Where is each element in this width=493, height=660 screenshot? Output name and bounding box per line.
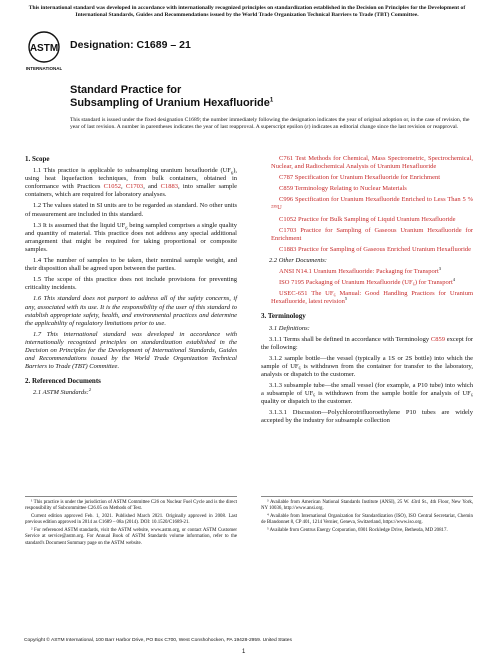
svg-text:ASTM: ASTM [29,43,59,54]
reference-item [261,196,473,212]
reference-item [261,185,473,193]
designation: Designation: C1689 – 21 [70,39,191,51]
terminology-heading: 3. Terminology [261,312,306,321]
other-refs-list [261,265,474,306]
link-c1703[interactable]: C1703 [125,183,144,191]
para-1-7: 1.7 This international standard was developed in accordance with internationally recognized principles on standardization established in the Decision on Principles for the Development of International Standards, Guides and Recommendations issued by the World Trade Organization Technical Barriers to Trade (TBT) Committee. [25,330,237,371]
copyright-line: Copyright © ASTM International, 100 Barr Harbor Drive, PO Box C700, West Conshohocken, PA 19428-2959. United States [24,638,292,643]
para-1-3: 1.3 It is assumed that the liquid $UF_6$ being sampled comprises a single quality and quantity of material. This practice does not address any special additional arrangement that might be required for taking proportional or composite samples. [25,221,237,253]
reference-item [261,290,473,306]
reference-title: Practice for Bulk Sampling of Liquid Uranium Hexafluoride [297,215,456,223]
reference-item [261,174,473,182]
footnote: ² For referenced ASTM standards, visit the ASTM website, www.astm.org, or contact ASTM Customer Service at service@astm.org. For Annual Book of ASTM Standards volume information, refer to the standard's Document Summary page on the ASTM website. [25,528,237,546]
title-line2: Subsampling of Uranium Hexafluoride [70,97,270,109]
para-3-1-3-1: 3.1.3.1 Discussion—Polychlorotrifluoroethylene P10 tubes are widely accepted by the industry for subsample collection [261,409,473,425]
para-1-5: 1.5 The scope of this practice does not include provisions for preventing criticality incidents. [25,276,237,292]
other-docs-heading: 2.2 Other Documents: [269,256,327,264]
reference-item [261,216,473,224]
reference-code-link[interactable]: USEC-651 [279,290,308,298]
footnote: ³ Available from American National Standards Institute (ANSI), 25 W. 43rd St., 4th Floor, New York, NY 10036, http://www.ansi.org. [261,500,473,512]
refs-heading: 2. Referenced Documents [25,377,101,386]
reference-code-link[interactable]: C761 [279,155,294,162]
para-1-4: 1.4 The number of samples to be taken, their nominal sample weight, and their disposition shall be agreed upon between the parties. [25,257,237,273]
astm-logo [26,30,62,72]
para-3-1-1: 3.1.1 Terms shall be defined in accordance with Terminology C859 except for the following: [261,335,474,351]
para-1-6: 1.6 This standard does not purport to address all of the safety concerns, if any, associated with its use. It is the responsibility of the user of this standard to establish appropriate safety, health, and environmental practices and determine the applicability of regulatory limitations prior to use. [25,295,237,327]
reference-title: Practice for Sampling of Gaseous Enriched Uranium Hexafluoride [297,245,472,253]
footnote: ⁵ Available from Centrus Energy Corporation, 6901 Rockledge Drive, Bethesda, MD 20817. [267,528,448,534]
footnotes-right [261,496,473,536]
footnote-mark: 5 [344,296,348,302]
link-c1052[interactable]: C1052 [103,183,121,191]
tbt-notice: This international standard was developed in accordance with internationally recognized principles on standardization established in the Decision on Principles for the Development of International Standards, Guides and Recommendations issued by the World Trade Organization Technical Barriers to Trade (TBT) Committee. [28,5,466,18]
reference-item [261,265,473,276]
reference-code-link[interactable]: C996 [279,196,294,204]
reference-code-link[interactable]: C1703 [279,226,297,234]
page-number: 1 [242,649,246,655]
logo-text: INTERNATIONAL [26,66,62,71]
title-line1: Standard Practice for [70,84,182,96]
para-1-1: 1.1 This practice is applicable to subsampling uranium hexafluoride $(UF_6)$, using heat liquefaction techniques, from bulk containers, obtained in conformance with Practices C1052, C1703, and C1883, into smaller sample containers, which are required for laboratory analyses. [25,167,237,199]
reference-item [261,227,473,243]
link-c859[interactable]: C859 [430,335,445,343]
reference-title: Test Methods for Chemical, Mass Spectrometric, Spectrochemical, Nuclear, and Radiochemical Analysis of Uranium Hexafluoride [271,155,473,171]
right-column [261,155,473,429]
reference-title: Uranium Hexafluoride: Packaging for Transport [313,268,439,276]
link-c1883[interactable]: C1883 [160,183,179,191]
footnote: ¹ This practice is under the jurisdiction of ASTM Committee C26 on Nuclear Fuel Cycle and is the direct responsibility of Subcommittee C26.05 on Methods of Test. [25,500,237,512]
left-column [25,155,237,400]
reference-title: The UF₆ Manual: Good Handling Practices for Uranium Hexafluoride, latest revision [271,290,474,306]
reference-code-link[interactable]: ANSI N14.1 [279,268,312,276]
para-3-1-3: 3.1.3 subsample tube—the small vessel (for example, a P10 tube) into which a subsample of UF₆ is withdrawn from the sample bottle for analysis of UF₆ quality or dispatch to the customer. [261,382,473,406]
reference-code-link[interactable]: C787 [279,174,294,182]
footnote-mark: 3 [438,265,442,271]
reference-item [261,276,473,287]
reference-title: Specification for Uranium Hexafluoride for Enrichment [294,174,441,182]
reference-item [261,246,473,254]
reference-title: Specification for Uranium Hexafluoride Enriched to Less Than 5 % ²³⁵U [271,196,474,212]
reference-title: Packaging of Uranium Hexafluoride (UF₆) for Transport [305,279,453,287]
reference-title: Practice for Sampling of Gaseous Uranium Hexafluoride for Enrichment [271,226,474,242]
para-3-1-2: 3.1.2 sample bottle—the vessel (typically a 1S or 2S bottle) into which the sample of UF₆ is withdrawn from the container for transfer to the laboratory, analysis or dispatch to the customer. [261,354,473,378]
astm-refs-list [261,155,473,254]
page-title [70,84,273,110]
reference-code-link[interactable]: C859 [279,185,294,193]
reference-code-link[interactable]: C1883 [279,245,297,253]
para-3-1: 3.1 Definitions: [269,324,310,332]
footnote-mark: 4 [452,276,456,282]
reference-title: Terminology Relating to Nuclear Materials [294,185,407,193]
reference-code-link[interactable]: C1052 [279,215,297,223]
reference-code-link[interactable]: ISO 7195 [279,279,305,287]
reference-item [261,155,473,171]
issued-note: This standard is issued under the fixed designation C1689; the number immediately following the designation indicates the year of original adoption or, in the case of revision, the year of last revision. A number in parentheses indicates the year of last reapproval. A superscript epsilon (ε) indicates an editorial change since the last revision or reapproval. [70,117,470,130]
footnote: Current edition approved Feb. 1, 2021. Published March 2021. Originally approved in 2008. Last previous edition approved in 2014 as C1689 – 08a (2014). DOI: 10.1520/C1689-21. [25,514,237,526]
para-2-1: 2.1 ASTM Standards:$^2$ [33,387,92,397]
title-footnote-mark: 1 [269,97,274,104]
scope-heading: 1. Scope [25,155,50,163]
footnotes-left [25,496,237,549]
footnote: ⁴ Available from International Organization for Standardization (ISO), ISO Central Secretariat, Chemin de Blandonnet 8, CP 401, 1214 Vernier, Geneva, Switzerland, https://www.iso.org. [261,514,473,526]
para-1-2: 1.2 The values stated in SI units are to be regarded as standard. No other units of measurement are included in this standard. [25,202,237,218]
